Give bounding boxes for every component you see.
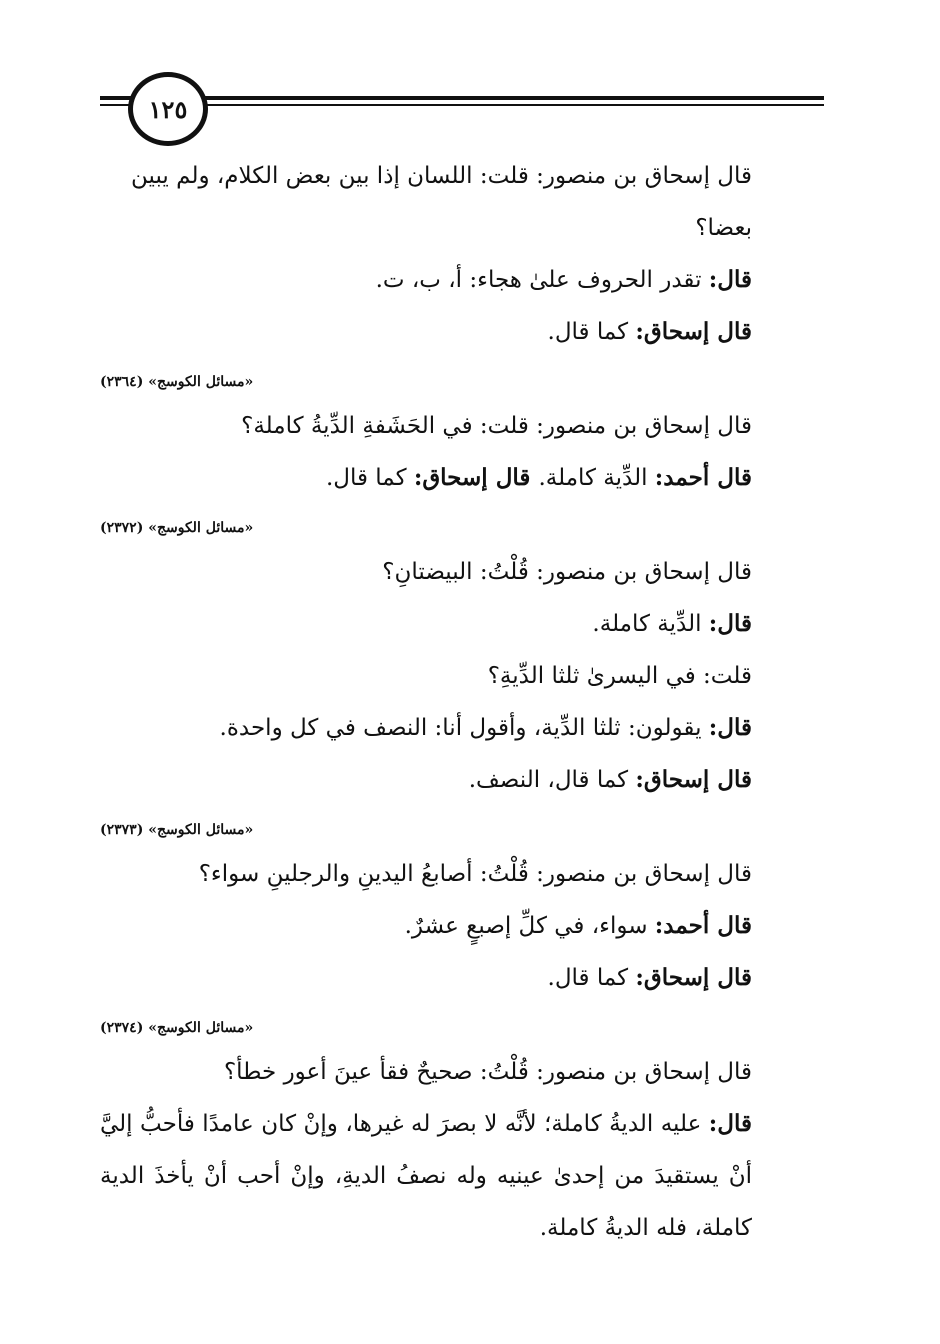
paragraph-text: كما قال. <box>325 465 414 491</box>
speaker-label: قال إسحاق: <box>413 464 539 491</box>
citation: «مسائل الكوسج» (٢٣٧٢) <box>100 520 254 536</box>
paragraph-text: قال إسحاق بن منصور: قلت: اللسان إذا بين بعض الكلام، ولم يبين بعضا؟ <box>131 163 752 241</box>
paragraph <box>100 1098 810 1254</box>
speaker-label: قال: <box>708 714 752 741</box>
paragraph <box>100 952 810 1004</box>
paragraph <box>100 1046 810 1098</box>
paragraph-text: قلت: في اليسرىٰ ثلثا الدِّيةِ؟ <box>487 663 752 689</box>
page-body <box>100 150 810 1254</box>
paragraph <box>100 900 810 952</box>
paragraph <box>100 400 810 452</box>
speaker-label: قال إسحاق: <box>635 766 752 793</box>
paragraph-text: كما قال، النصف. <box>468 767 636 793</box>
citation: «مسائل الكوسج» (٢٣٦٤) <box>100 374 254 390</box>
paragraph-text: عليه الديةُ كاملة؛ لأنَّه لا بصرَ له غيرها، وإنْ كان عامدًا فأحبُّ إليَّ أنْ يستقيدَ من إحدىٰ عينيه وله نصفُ الديةِ، وإنْ أحب أنْ يأخذَ الدية كاملة، فله الديةُ كاملة. <box>100 1111 752 1241</box>
speaker-label: قال إسحاق: <box>635 964 752 991</box>
paragraph <box>100 306 810 358</box>
paragraph-text: الدِّية كاملة. <box>538 465 655 491</box>
page-header <box>100 68 824 140</box>
paragraph-text: الدِّية كاملة. <box>592 611 709 637</box>
speaker-label: قال: <box>708 1110 752 1137</box>
paragraph <box>100 702 810 754</box>
speaker-label: قال: <box>708 266 752 293</box>
paragraph-text: سواء، في كلِّ إصبعٍ عشرٌ. <box>404 913 655 939</box>
paragraph <box>100 650 810 702</box>
header-rule-thin <box>100 104 824 106</box>
paragraph <box>100 452 810 504</box>
speaker-label: قال أحمد: <box>654 464 752 491</box>
paragraph-text: كما قال. <box>547 965 636 991</box>
page-number: ١٢٥ <box>128 72 208 146</box>
paragraph <box>100 598 810 650</box>
paragraph-text: قال إسحاق بن منصور: قُلْتُ: صحيحٌ فقأ عينَ أعور خطأ؟ <box>223 1059 752 1085</box>
speaker-label: قال: <box>708 610 752 637</box>
paragraph-text: قال إسحاق بن منصور: قلت: في الحَشَفةِ الدِّيةُ كاملة؟ <box>241 413 752 439</box>
citation: «مسائل الكوسج» (٢٣٧٤) <box>100 1020 254 1036</box>
paragraph <box>100 848 810 900</box>
paragraph-text: تقدر الحروف علىٰ هجاء: أ، ب، ت. <box>375 267 709 293</box>
citation: «مسائل الكوسج» (٢٣٧٣) <box>100 822 254 838</box>
paragraph <box>100 754 810 806</box>
paragraph-text: كما قال. <box>547 319 636 345</box>
speaker-label: قال إسحاق: <box>635 318 752 345</box>
header-rule-thick <box>100 96 824 100</box>
paragraph-text: قال إسحاق بن منصور: قُلْتُ: البيضتانِ؟ <box>382 559 752 585</box>
speaker-label: قال أحمد: <box>654 912 752 939</box>
paragraph-text: قال إسحاق بن منصور: قُلْتُ: أصابعُ اليدينِ والرجلينِ سواء؟ <box>198 861 752 887</box>
paragraph-text: يقولون: ثلثا الدِّية، وأقول أنا: النصف في كل واحدة. <box>219 715 709 741</box>
paragraph <box>100 254 810 306</box>
paragraph <box>100 150 810 254</box>
paragraph <box>100 546 810 598</box>
